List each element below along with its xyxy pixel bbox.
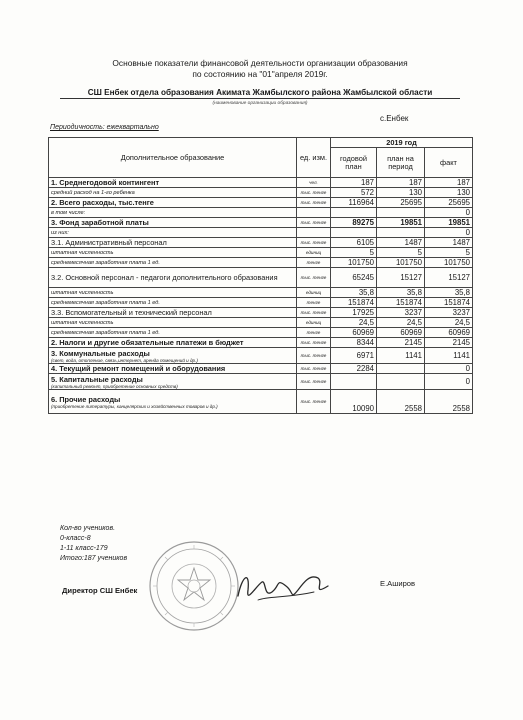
row-value-fact: 3237 xyxy=(425,308,473,318)
row-label xyxy=(49,364,297,374)
row-label-text: 5. Капитальные расходы xyxy=(51,374,143,384)
notes-line: Кол-во учеников. xyxy=(60,525,116,532)
row-value-annual: 101750 xyxy=(331,258,377,268)
header-fact: факт xyxy=(425,148,473,178)
row-value-annual: 151874 xyxy=(331,298,377,308)
table-row xyxy=(49,364,473,374)
row-value-period xyxy=(377,228,425,238)
row-unit: тыс. тенге xyxy=(297,338,331,348)
row-value-fact: 0 xyxy=(425,374,473,390)
table-row xyxy=(49,218,473,228)
header-period-plan: план на период xyxy=(377,148,425,178)
row-label-text: 2. Налоги и другие обязательные платежи в бюджет xyxy=(51,338,244,347)
table-row xyxy=(49,228,473,238)
table-row xyxy=(49,178,473,188)
table-row xyxy=(49,318,473,328)
row-label xyxy=(49,338,297,348)
row-value-annual xyxy=(331,208,377,218)
header-unit-column: ед. изм. xyxy=(297,138,331,178)
row-label xyxy=(49,308,297,318)
row-unit: тыс. тенге xyxy=(297,188,331,198)
row-value-fact: 0 xyxy=(425,228,473,238)
row-value-annual xyxy=(331,374,377,390)
row-value-fact: 5 xyxy=(425,248,473,258)
notes-line: 1-11 класс-179 xyxy=(60,545,108,552)
row-unit: тыс. тенге xyxy=(297,218,331,228)
row-label xyxy=(49,288,297,298)
row-value-period: 2145 xyxy=(377,338,425,348)
notes-line: 0-класс-8 xyxy=(60,535,91,542)
row-value-period xyxy=(377,374,425,390)
table-row xyxy=(49,258,473,268)
row-label-text: штатная численность xyxy=(51,249,114,256)
row-label xyxy=(49,208,297,218)
row-label-text: штатная численность xyxy=(51,289,114,296)
row-value-annual: 17925 xyxy=(331,308,377,318)
table-row xyxy=(49,208,473,218)
financial-indicators-table xyxy=(48,137,473,414)
row-unit: тыс. тенге xyxy=(297,198,331,208)
header-year: 2019 год xyxy=(331,138,473,148)
row-label xyxy=(49,298,297,308)
header-annual-plan: годовой план xyxy=(331,148,377,178)
director-signature xyxy=(228,556,338,616)
row-unit: единиц xyxy=(297,318,331,328)
row-label-text: 2. Всего расходы, тыс.тенге xyxy=(51,198,154,207)
row-label-text: 3. Коммунальные расходы xyxy=(51,348,150,358)
row-unit: тыс. тенге xyxy=(297,374,331,390)
row-unit xyxy=(297,228,331,238)
row-value-fact: 25695 xyxy=(425,198,473,208)
row-value-period: 187 xyxy=(377,178,425,188)
row-label-text: в том числе: xyxy=(51,209,86,216)
row-unit: тенге xyxy=(297,258,331,268)
row-sublabel: (капитальный ремонт, приобретение основных средств) xyxy=(51,383,178,389)
row-value-fact: 187 xyxy=(425,178,473,188)
row-label-text: 6. Прочие расходы xyxy=(51,394,121,404)
row-label-text: из них: xyxy=(51,229,69,236)
table-row xyxy=(49,390,473,414)
row-label-text: штатная численность xyxy=(51,319,114,326)
row-value-fact: 0 xyxy=(425,364,473,374)
row-label xyxy=(49,374,297,390)
row-label-text: 3.1. Административный персонал xyxy=(51,238,167,247)
row-value-period: 35,8 xyxy=(377,288,425,298)
table-row xyxy=(49,308,473,318)
row-value-fact: 1487 xyxy=(425,238,473,248)
row-value-period: 2558 xyxy=(377,390,425,414)
row-value-annual: 6105 xyxy=(331,238,377,248)
row-value-annual xyxy=(331,228,377,238)
director-role: Директор СШ Енбек xyxy=(62,586,138,595)
organization-caption: (наименование организации образования) xyxy=(212,101,308,106)
organization-name: СШ Енбек отдела образования Акимата Жамбылского района Жамбылской области xyxy=(60,88,460,99)
row-unit: единиц xyxy=(297,288,331,298)
row-value-period: 19851 xyxy=(377,218,425,228)
table-row xyxy=(49,198,473,208)
row-value-period: 5 xyxy=(377,248,425,258)
row-value-period: 60969 xyxy=(377,328,425,338)
table-row xyxy=(49,288,473,298)
row-label xyxy=(49,268,297,288)
row-value-fact: 24,5 xyxy=(425,318,473,328)
row-unit: тыс. тенге xyxy=(297,308,331,318)
row-unit: тыс. тенге xyxy=(297,390,331,414)
header-name-column: Дополнительное образование xyxy=(49,138,297,178)
row-value-annual: 187 xyxy=(331,178,377,188)
row-value-period: 130 xyxy=(377,188,425,198)
row-sublabel: (приобретение литературы, канцелярских и хозяйственных товаров и др.) xyxy=(51,403,218,409)
row-value-period: 101750 xyxy=(377,258,425,268)
row-value-period: 1487 xyxy=(377,238,425,248)
row-value-annual: 10090 xyxy=(331,390,377,414)
row-unit: чел. xyxy=(297,178,331,188)
table-row xyxy=(49,348,473,364)
row-unit: тыс. тенге xyxy=(297,348,331,364)
row-value-fact: 130 xyxy=(425,188,473,198)
row-unit: единиц xyxy=(297,248,331,258)
row-label xyxy=(49,390,297,414)
table-row xyxy=(49,298,473,308)
row-label xyxy=(49,348,297,364)
row-label xyxy=(49,188,297,198)
row-unit: тыс. тенге xyxy=(297,238,331,248)
row-label-text: среднемесячная заработная плата 1 ед. xyxy=(51,259,160,266)
row-value-annual: 24,5 xyxy=(331,318,377,328)
row-value-period: 15127 xyxy=(377,268,425,288)
row-value-fact: 1141 xyxy=(425,348,473,364)
table-row xyxy=(49,238,473,248)
row-value-fact: 2145 xyxy=(425,338,473,348)
row-label-text: 3. Фонд заработной платы xyxy=(51,218,149,227)
row-label-text: среднемесячная заработная плата 1 ед. xyxy=(51,299,160,306)
row-value-fact: 15127 xyxy=(425,268,473,288)
row-value-fact: 35,8 xyxy=(425,288,473,298)
table-row xyxy=(49,268,473,288)
table-row xyxy=(49,328,473,338)
row-unit: тенге xyxy=(297,298,331,308)
row-value-period: 3237 xyxy=(377,308,425,318)
row-value-fact: 19851 xyxy=(425,218,473,228)
row-unit: тыс. тенге xyxy=(297,364,331,374)
row-value-annual: 2284 xyxy=(331,364,377,374)
row-label xyxy=(49,328,297,338)
row-value-period: 151874 xyxy=(377,298,425,308)
notes-line: Итого:187 учеников xyxy=(60,555,128,562)
row-value-fact: 151874 xyxy=(425,298,473,308)
row-value-annual: 8344 xyxy=(331,338,377,348)
row-unit: тенге xyxy=(297,328,331,338)
row-value-annual: 35,8 xyxy=(331,288,377,298)
row-unit: тыс. тенге xyxy=(297,268,331,288)
row-unit xyxy=(297,208,331,218)
table-row xyxy=(49,248,473,258)
row-label xyxy=(49,238,297,248)
row-sublabel: (свет, вода, отопление, связь,интернет, аренда помещений и др.) xyxy=(51,357,198,363)
periodicity-label: Периодичность: ежеквартально xyxy=(50,124,159,131)
table-row xyxy=(49,188,473,198)
row-value-annual: 6971 xyxy=(331,348,377,364)
row-label-text: среднемесячная заработная плата 1 ед. xyxy=(51,329,160,336)
row-value-period: 24,5 xyxy=(377,318,425,328)
director-name: Е.Аширов xyxy=(380,579,416,588)
row-value-period xyxy=(377,208,425,218)
row-value-annual: 116964 xyxy=(331,198,377,208)
row-value-annual: 5 xyxy=(331,248,377,258)
document-title-line-2: по состоянию на "01"апреля 2019г. xyxy=(192,69,328,79)
row-label-text: 3.3. Вспомогательный и технический персонал xyxy=(51,308,212,317)
row-label xyxy=(49,218,297,228)
row-value-period: 1141 xyxy=(377,348,425,364)
official-seal-stamp xyxy=(148,540,240,632)
row-value-fact: 2558 xyxy=(425,390,473,414)
row-label-text: средний расход на 1-го ребенка xyxy=(51,189,135,196)
row-label-text: 1. Среднегодовой контингент xyxy=(51,178,160,187)
row-value-annual: 60969 xyxy=(331,328,377,338)
row-label-text: 4. Текущий ремонт помещений и оборудования xyxy=(51,364,226,373)
row-value-annual: 572 xyxy=(331,188,377,198)
document-title-line-1: Основные показатели финансовой деятельности организации образования xyxy=(112,58,408,68)
row-value-period xyxy=(377,364,425,374)
table-row xyxy=(49,338,473,348)
row-label xyxy=(49,248,297,258)
table-row xyxy=(49,374,473,390)
row-value-fact: 60969 xyxy=(425,328,473,338)
row-label xyxy=(49,228,297,238)
row-label xyxy=(49,258,297,268)
row-value-annual: 65245 xyxy=(331,268,377,288)
place-name: с.Енбек xyxy=(380,114,409,123)
row-label xyxy=(49,318,297,328)
row-label xyxy=(49,178,297,188)
row-label-text: 3.2. Основной персонал - педагоги дополнительного образования xyxy=(51,273,278,282)
row-value-fact: 101750 xyxy=(425,258,473,268)
row-value-period: 25695 xyxy=(377,198,425,208)
student-count-notes xyxy=(60,524,127,564)
row-value-annual: 89275 xyxy=(331,218,377,228)
row-label xyxy=(49,198,297,208)
row-value-fact: 0 xyxy=(425,208,473,218)
